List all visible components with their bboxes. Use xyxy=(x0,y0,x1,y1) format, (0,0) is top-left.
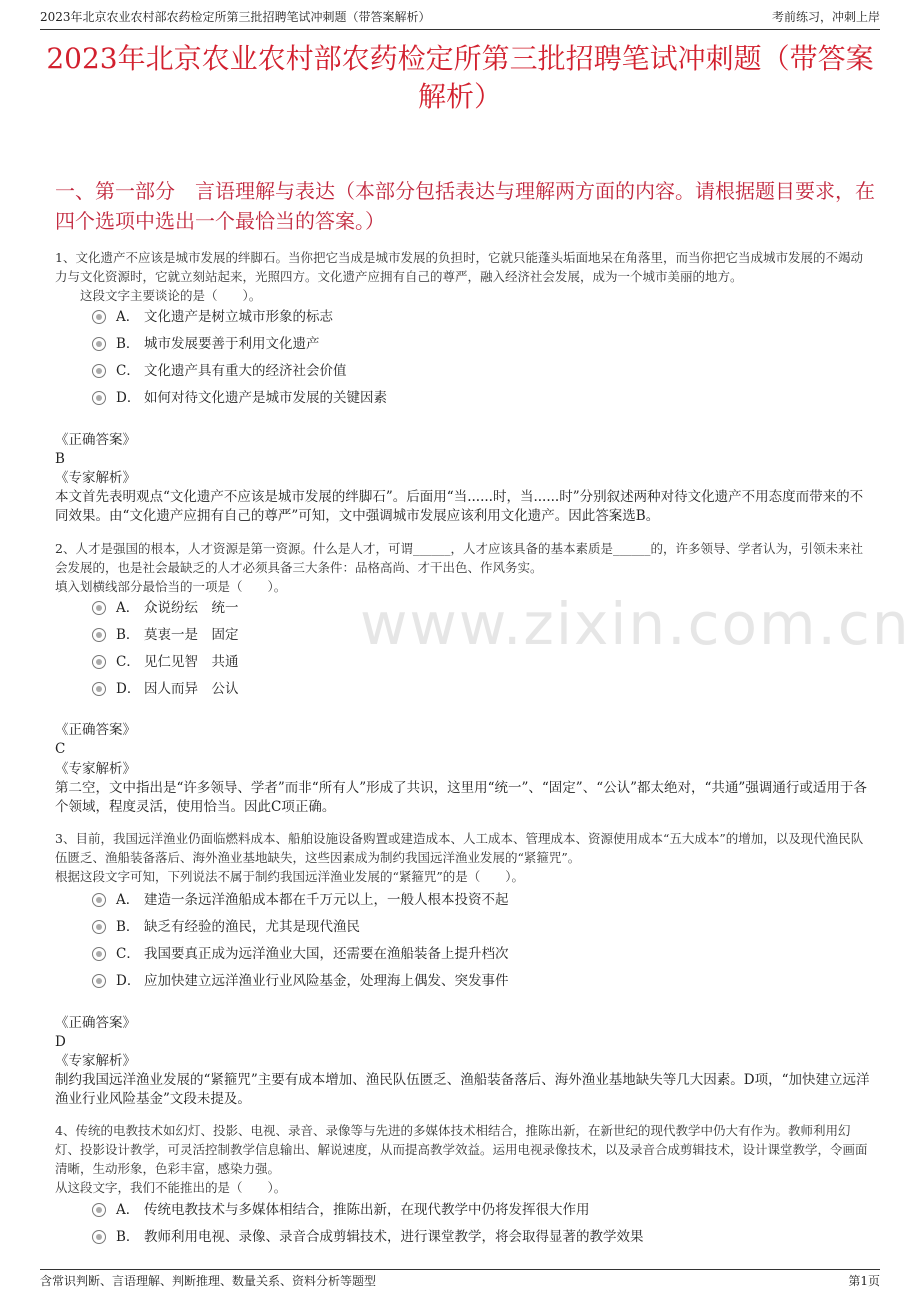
question-2-analysis xyxy=(55,760,875,817)
option-letter: C． xyxy=(116,363,140,379)
option-letter: B． xyxy=(116,919,140,935)
option-text: 传统电教技术与多媒体相结合，推陈出新，在现代教学中仍将发挥很大作用 xyxy=(144,1202,590,1218)
question-2-option-c[interactable] xyxy=(92,652,239,672)
radio-icon[interactable] xyxy=(92,1230,106,1244)
radio-icon[interactable] xyxy=(92,947,106,961)
option-text: 文化遗产是树立城市形象的标志 xyxy=(144,309,333,325)
question-stem-text: 3、目前，我国远洋渔业仍面临燃料成本、船舶设施设备购置或建造成本、人工成本、管理成本、资源使用成本“五大成本”的增加，以及现代渔民队伍匮乏、渔船装备落后、海外渔业基地缺失，这些因素成为制约我国远洋渔业发展的“紧箍咒”。 xyxy=(55,831,864,865)
question-stem-text: 4、传统的电教技术如幻灯、投影、电视、录音、录像等与先进的多媒体技术相结合，推陈出新，在新世纪的现代教学中仍大有作为。教师利用幻灯、投影设计教学，可灵活控制教学信息输出、解说速度，从而提高教学效益。运用电视录像技术，以及录音合成剪辑技术，设计课堂教学，令画面清晰，生动形象，色彩丰富，感染力强。 xyxy=(55,1123,868,1176)
option-text: 教师利用电视、录像、录音合成剪辑技术，进行课堂教学，将会取得显著的教学效果 xyxy=(144,1229,644,1245)
option-letter: A． xyxy=(116,1202,140,1218)
answer-label: 《正确答案》 xyxy=(55,722,136,738)
footer-divider xyxy=(40,1269,880,1270)
radio-icon[interactable] xyxy=(92,893,106,907)
radio-icon[interactable] xyxy=(92,1203,106,1217)
option-letter: C． xyxy=(116,654,140,670)
answer-value: D xyxy=(55,1034,66,1050)
header-doc-title: 2023年北京农业农村部农药检定所第三批招聘笔试冲刺题（带答案解析） xyxy=(40,10,431,24)
radio-icon[interactable] xyxy=(92,628,106,642)
question-3-answer xyxy=(55,1014,875,1052)
option-text: 城市发展要善于利用文化遗产 xyxy=(144,336,320,352)
analysis-label: 《专家解析》 xyxy=(55,1053,136,1069)
answer-label: 《正确答案》 xyxy=(55,1015,136,1031)
answer-label: 《正确答案》 xyxy=(55,432,136,448)
analysis-label: 《专家解析》 xyxy=(55,761,136,777)
page-title: 2023年北京农业农村部农药检定所第三批招聘笔试冲刺题（带答案解析） xyxy=(46,42,874,113)
radio-icon[interactable] xyxy=(92,601,106,615)
question-stem-text: 2、人才是强国的根本，人才资源是第一资源。什么是人才，可谓______，人才应该具备的基本素质是______的，许多领导、学者认为，引领未来社会发展的，也是社会最缺乏的人才必须具备三大条件：品格高尚、才干出色、作风务实。 xyxy=(55,541,863,575)
analysis-label: 《专家解析》 xyxy=(55,470,136,486)
question-3-option-d[interactable] xyxy=(92,971,509,991)
option-letter: B． xyxy=(116,336,140,352)
answer-value: C xyxy=(55,741,66,757)
question-1-analysis xyxy=(55,469,875,526)
option-text: 文化遗产具有重大的经济社会价值 xyxy=(144,363,347,379)
question-4-option-b[interactable] xyxy=(92,1227,644,1247)
question-3-option-c[interactable] xyxy=(92,944,509,964)
option-letter: D． xyxy=(116,681,141,697)
section-heading: 一、第一部分 言语理解与表达（本部分包括表达与理解两方面的内容。请根据题目要求，在四个选项中选出一个最恰当的答案。） xyxy=(55,179,875,233)
radio-icon[interactable] xyxy=(92,655,106,669)
header-divider xyxy=(40,29,880,30)
radio-icon[interactable] xyxy=(92,974,106,988)
option-text: 莫衷一是 固定 xyxy=(144,627,239,643)
analysis-text: 本文首先表明观点“文化遗产不应该是城市发展的绊脚石”。后面用“当......时，当......时”分别叙述两种对待文化遗产不用态度而带来的不同效果。由“文化遗产应拥有自己的尊严”可知，文中强调城市发展应该利用文化遗产。因此答案选B。 xyxy=(55,489,864,524)
question-prompt: 填入划横线部分最恰当的一项是（ ）。 xyxy=(55,579,287,594)
question-1-option-a[interactable] xyxy=(92,307,333,327)
option-text: 因人而异 公认 xyxy=(144,681,239,697)
radio-icon[interactable] xyxy=(92,337,106,351)
analysis-text: 制约我国远洋渔业发展的“紧箍咒”主要有成本增加、渔民队伍匮乏、渔船装备落后、海外渔业基地缺失等几大因素。D项，“加快建立远洋渔业行业风险基金”文段未提及。 xyxy=(55,1072,870,1107)
question-1-option-c[interactable] xyxy=(92,361,347,381)
question-3-option-a[interactable] xyxy=(92,890,509,910)
question-1-option-b[interactable] xyxy=(92,334,320,354)
page-number: 第1页 xyxy=(848,1274,880,1288)
option-letter: C． xyxy=(116,946,140,962)
question-2-option-b[interactable] xyxy=(92,625,239,645)
analysis-text: 第二空，文中指出是“许多领导、学者”而非“所有人”形成了共识，这里用“统一”、“固定”、“公认”都太绝对，“共通”强调通行或适用于各个领域，程度灵活，使用恰当。因此C项正确。 xyxy=(55,780,867,815)
question-4-option-a[interactable] xyxy=(92,1200,590,1220)
radio-icon[interactable] xyxy=(92,920,106,934)
radio-icon[interactable] xyxy=(92,310,106,324)
option-text: 建造一条远洋渔船成本都在千万元以上，一般人根本投资不起 xyxy=(144,892,509,908)
option-text: 缺乏有经验的渔民，尤其是现代渔民 xyxy=(144,919,360,935)
question-4-stem xyxy=(55,1121,875,1197)
option-text: 如何对待文化遗产是城市发展的关键因素 xyxy=(144,390,387,406)
question-1-answer xyxy=(55,431,875,469)
option-letter: D． xyxy=(116,973,141,989)
option-letter: D． xyxy=(116,390,141,406)
option-text: 我国要真正成为远洋渔业大国，还需要在渔船装备上提升档次 xyxy=(144,946,509,962)
question-2-answer xyxy=(55,721,875,759)
answer-value: B xyxy=(55,451,65,467)
question-1-option-d[interactable] xyxy=(92,388,387,408)
option-letter: B． xyxy=(116,627,140,643)
question-2-option-d[interactable] xyxy=(92,679,239,699)
option-text: 应加快建立远洋渔业行业风险基金，处理海上偶发、突发事件 xyxy=(144,973,509,989)
question-1-stem xyxy=(55,248,875,305)
radio-icon[interactable] xyxy=(92,364,106,378)
footer-note: 含常识判断、言语理解、判断推理、数量关系、资料分析等题型 xyxy=(40,1274,377,1288)
watermark: www.zixin.com.cn xyxy=(360,590,911,658)
option-letter: A． xyxy=(116,309,140,325)
option-text: 众说纷纭 统一 xyxy=(144,600,239,616)
option-letter: A． xyxy=(116,600,140,616)
question-3-analysis xyxy=(55,1052,875,1109)
option-text: 见仁见智 共通 xyxy=(144,654,239,670)
option-letter: A． xyxy=(116,892,140,908)
option-letter: B． xyxy=(116,1229,140,1245)
question-prompt: 从这段文字，我们不能推出的是（ ）。 xyxy=(55,1180,287,1195)
question-stem-text: 1、文化遗产不应该是城市发展的绊脚石。当你把它当成是城市发展的负担时，它就只能蓬头垢面地呆在角落里，而当你把它当成城市发展的不竭动力与文化资源时，它就立刻站起来，光照四方。文化遗产应拥有自己的尊严，融入经济社会发展，成为一个城市美丽的地方。 xyxy=(55,250,863,284)
question-prompt: 根据这段文字可知，下列说法不属于制约我国远洋渔业发展的“紧箍咒”的是（ ）。 xyxy=(55,869,525,884)
question-2-option-a[interactable] xyxy=(92,598,239,618)
question-prompt: 这段文字主要谈论的是（ ）。 xyxy=(55,288,262,303)
header-slogan: 考前练习，冲刺上岸 xyxy=(771,10,880,24)
question-3-option-b[interactable] xyxy=(92,917,360,937)
question-3-stem xyxy=(55,829,875,886)
question-2-stem xyxy=(55,539,875,596)
radio-icon[interactable] xyxy=(92,682,106,696)
radio-icon[interactable] xyxy=(92,391,106,405)
